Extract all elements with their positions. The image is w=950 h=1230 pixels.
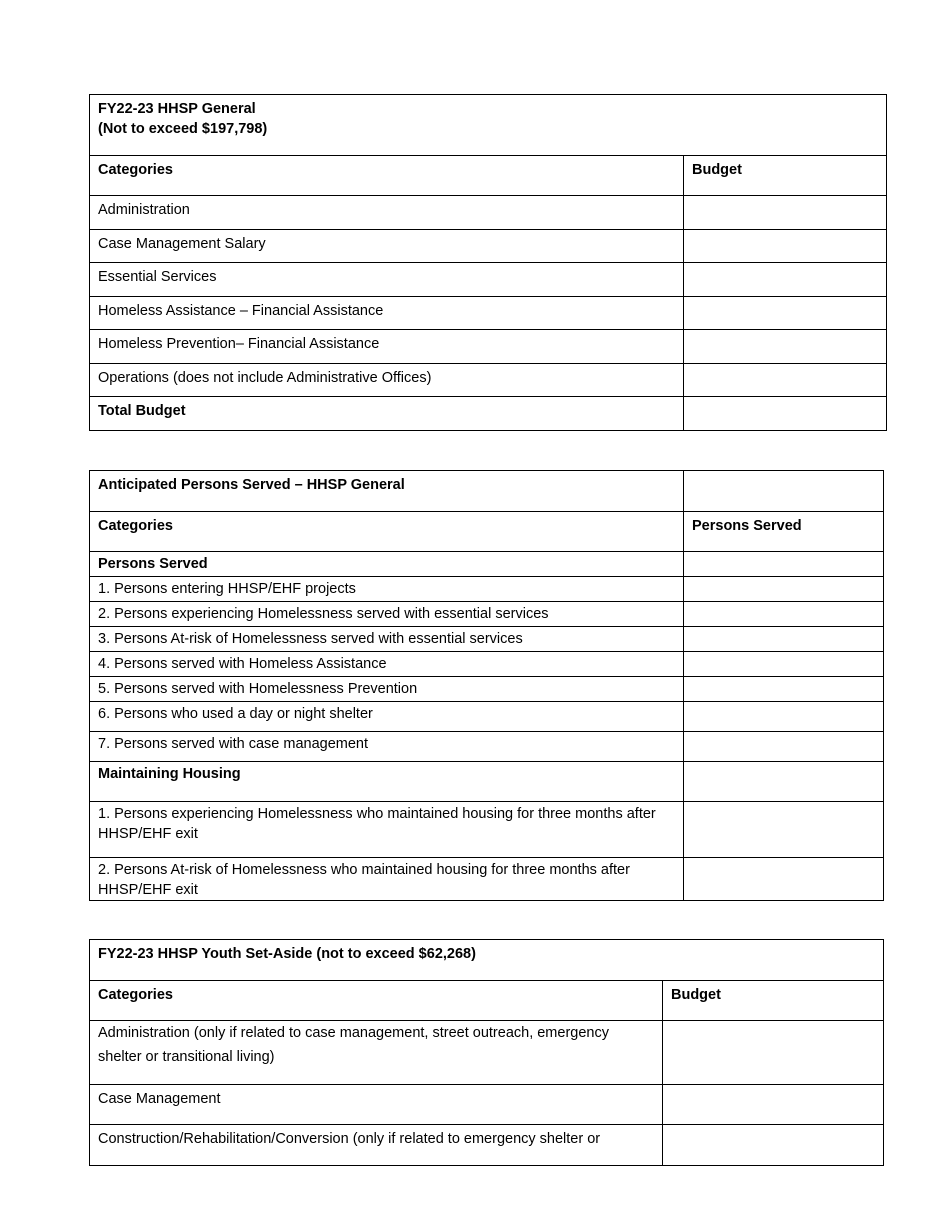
table-row-label: Construction/Rehabilitation/Conversion (only if related to emergency shelter or (90, 1125, 663, 1166)
persons-input-cell[interactable] (684, 732, 884, 762)
persons-input-cell[interactable] (684, 577, 884, 602)
persons-input-cell[interactable] (684, 858, 884, 901)
table-row-label: 1. Persons experiencing Homelessness who maintained housing for three months after HHSP/EHF exit (90, 802, 684, 858)
budget-input-cell[interactable] (684, 230, 887, 263)
table-row-label: Homeless Prevention– Financial Assistance (90, 330, 684, 364)
general-budget-title (90, 95, 887, 156)
persons-input-cell[interactable] (684, 627, 884, 652)
table-row-label: Homeless Assistance – Financial Assistance (90, 297, 684, 330)
table-row-label: 2. Persons experiencing Homelessness served with essential services (90, 602, 684, 627)
table-row-label: 7. Persons served with case management (90, 732, 684, 762)
budget-input-cell[interactable] (684, 297, 887, 330)
youth-budget-table (89, 939, 884, 1166)
budget-input-cell[interactable] (663, 1021, 884, 1085)
col-header-budget: Budget (663, 981, 884, 1021)
table-row-label: 1. Persons entering HHSP/EHF projects (90, 577, 684, 602)
budget-input-cell[interactable] (684, 330, 887, 364)
general-budget-title-line1: FY22-23 HHSP General (98, 101, 256, 117)
persons-input-cell[interactable] (684, 652, 884, 677)
persons-served-title-blank (684, 471, 884, 512)
col-header-categories: Categories (90, 981, 663, 1021)
section-blank-cell (684, 762, 884, 802)
persons-served-title: Anticipated Persons Served – HHSP General (90, 471, 684, 512)
table-row-label: Operations (does not include Administrative Offices) (90, 364, 684, 397)
budget-input-cell[interactable] (684, 196, 887, 230)
persons-input-cell[interactable] (684, 602, 884, 627)
table-row-label: Administration (90, 196, 684, 230)
total-budget-input-cell[interactable] (684, 397, 887, 431)
section-heading-maintaining-housing: Maintaining Housing (90, 762, 684, 802)
col-header-persons-served: Persons Served (684, 512, 884, 552)
general-budget-table (89, 94, 887, 431)
total-budget-label: Total Budget (90, 397, 684, 431)
table-row-label: Essential Services (90, 263, 684, 297)
table-row-label: 3. Persons At-risk of Homelessness served with essential services (90, 627, 684, 652)
budget-input-cell[interactable] (684, 263, 887, 297)
youth-budget-title: FY22-23 HHSP Youth Set-Aside (not to exceed $62,268) (90, 940, 884, 981)
persons-input-cell[interactable] (684, 677, 884, 702)
col-header-budget: Budget (684, 156, 887, 196)
section-heading-persons-served: Persons Served (90, 552, 684, 577)
budget-input-cell[interactable] (663, 1125, 884, 1166)
budget-input-cell[interactable] (663, 1085, 884, 1125)
general-budget-title-line2: (Not to exceed $197,798) (98, 121, 268, 137)
table-row-label: Administration (only if related to case management, street outreach, emergency shelter or transitional living) (90, 1021, 663, 1085)
table-row-label: 4. Persons served with Homeless Assistance (90, 652, 684, 677)
section-blank-cell (684, 552, 884, 577)
persons-input-cell[interactable] (684, 802, 884, 858)
col-header-categories: Categories (90, 156, 684, 196)
table-row-label: Case Management Salary (90, 230, 684, 263)
table-row-label: 2. Persons At-risk of Homelessness who maintained housing for three months after HHSP/EHF exit (90, 858, 684, 901)
col-header-categories: Categories (90, 512, 684, 552)
table-row-label: 5. Persons served with Homelessness Prevention (90, 677, 684, 702)
budget-input-cell[interactable] (684, 364, 887, 397)
table-row-label: 6. Persons who used a day or night shelter (90, 702, 684, 732)
persons-input-cell[interactable] (684, 702, 884, 732)
table-row-label: Case Management (90, 1085, 663, 1125)
persons-served-table (89, 470, 884, 901)
